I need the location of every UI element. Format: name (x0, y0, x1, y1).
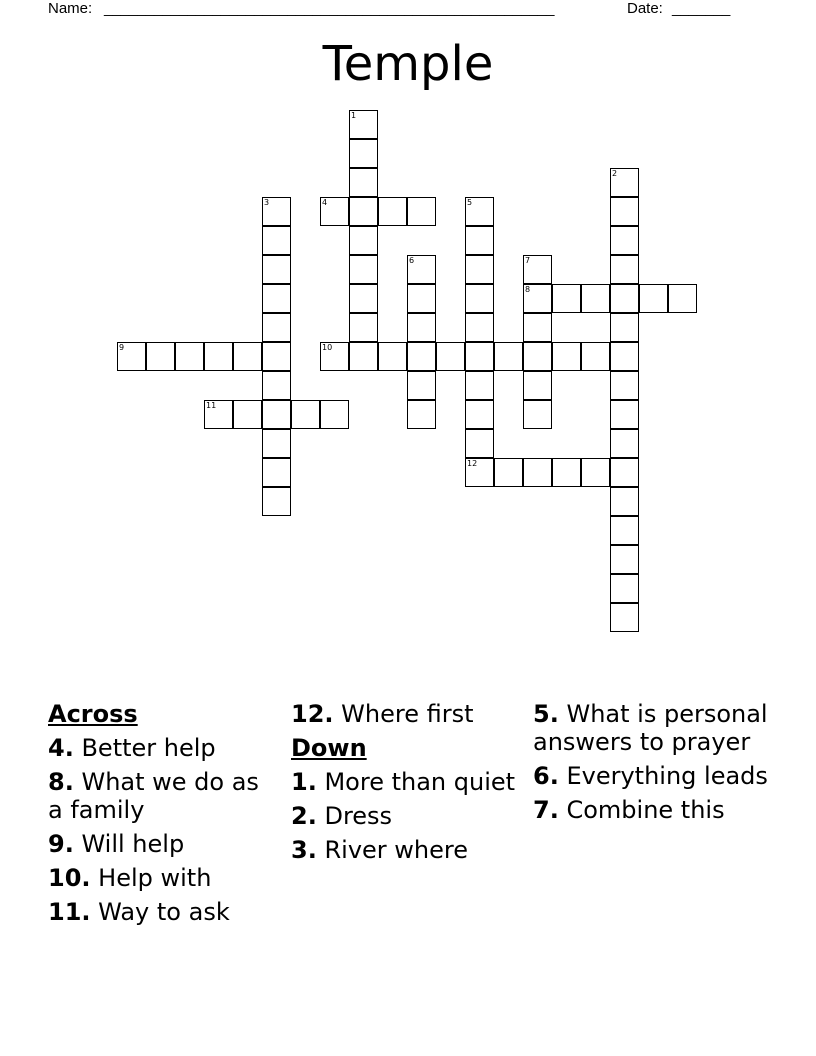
clue-number: 4. (48, 734, 74, 762)
clue-number-label: 4 (322, 198, 328, 207)
clue-number: 2. (291, 802, 317, 830)
grid-cell[interactable] (349, 342, 378, 371)
grid-cell[interactable] (378, 342, 407, 371)
clue-across-9 (48, 830, 278, 858)
puzzle-title: Temple (322, 36, 494, 92)
clue-across-12 (291, 700, 521, 728)
clue-number: 11. (48, 898, 91, 926)
grid-cell[interactable] (494, 342, 523, 371)
grid-cell[interactable] (610, 429, 639, 458)
date-label: Date: (627, 0, 663, 17)
grid-cell[interactable] (407, 197, 436, 226)
grid-cell[interactable] (523, 400, 552, 429)
clue-text: What is personal answers to prayer (533, 700, 768, 756)
grid-cell[interactable] (407, 400, 436, 429)
grid-cell[interactable] (465, 342, 494, 371)
clue-number-label: 11 (206, 401, 217, 410)
clue-text: More than quiet (324, 768, 516, 796)
grid-cell[interactable] (146, 342, 175, 371)
clue-number-label: 7 (525, 256, 531, 265)
grid-cell[interactable] (436, 342, 465, 371)
grid-cell[interactable] (581, 458, 610, 487)
clue-text: Where first (341, 700, 474, 728)
clue-text: Way to ask (98, 898, 230, 926)
clue-down-3 (291, 836, 521, 864)
clue-down-5 (533, 700, 773, 756)
grid-cell[interactable] (610, 487, 639, 516)
grid-cell[interactable] (349, 313, 378, 342)
grid-cell[interactable] (465, 313, 494, 342)
clue-number: 7. (533, 796, 559, 824)
grid-cell[interactable] (610, 342, 639, 371)
clue-down-7 (533, 796, 773, 824)
grid-cell[interactable] (552, 342, 581, 371)
clue-column-2 (291, 700, 521, 870)
grid-cell[interactable] (233, 400, 262, 429)
clue-text: Dress (324, 802, 393, 830)
clue-down-2 (291, 802, 521, 830)
grid-cell[interactable] (262, 458, 291, 487)
grid-cell[interactable] (552, 284, 581, 313)
grid-cell[interactable] (349, 197, 378, 226)
clue-number-label: 2 (612, 169, 618, 178)
grid-cell[interactable] (523, 342, 552, 371)
grid-cell[interactable] (233, 342, 262, 371)
grid-cell[interactable] (610, 545, 639, 574)
grid-cell[interactable] (349, 284, 378, 313)
clue-number-label: 1 (351, 111, 357, 120)
grid-cell[interactable] (262, 255, 291, 284)
clue-number-label: 9 (119, 343, 125, 352)
clue-text: River where (324, 836, 468, 864)
grid-cell[interactable] (291, 400, 320, 429)
grid-cell[interactable] (465, 429, 494, 458)
name-label: Name: (48, 0, 93, 17)
grid-cell[interactable] (465, 284, 494, 313)
grid-cell[interactable] (610, 313, 639, 342)
clue-number: 5. (533, 700, 559, 728)
grid-cell[interactable] (465, 371, 494, 400)
grid-cell[interactable] (262, 226, 291, 255)
grid-cell[interactable] (610, 226, 639, 255)
grid-cell[interactable] (523, 458, 552, 487)
grid-cell[interactable] (320, 400, 349, 429)
grid-cell[interactable] (610, 574, 639, 603)
across-heading: Across (48, 700, 138, 728)
clue-across-10 (48, 864, 278, 892)
grid-cell[interactable] (610, 458, 639, 487)
clue-number: 3. (291, 836, 317, 864)
grid-cell[interactable] (465, 226, 494, 255)
grid-cell[interactable] (349, 226, 378, 255)
grid-cell[interactable] (262, 487, 291, 516)
clue-text: Better help (81, 734, 216, 762)
clue-number: 9. (48, 830, 74, 858)
grid-cell[interactable] (523, 371, 552, 400)
clue-text: Help with (98, 864, 212, 892)
grid-cell[interactable] (610, 197, 639, 226)
clue-across-11 (48, 898, 278, 926)
clue-number: 8. (48, 768, 74, 796)
grid-cell[interactable] (552, 458, 581, 487)
grid-cell[interactable] (262, 371, 291, 400)
grid-cell[interactable] (204, 342, 233, 371)
clue-number-label: 10 (322, 343, 333, 352)
grid-cell[interactable] (465, 400, 494, 429)
grid-cell[interactable] (378, 197, 407, 226)
clue-column-1 (48, 700, 278, 932)
grid-cell[interactable] (407, 371, 436, 400)
grid-cell[interactable] (407, 284, 436, 313)
grid-cell[interactable] (610, 603, 639, 632)
name-field[interactable]: ______________________________________________________ (104, 0, 555, 17)
clue-column-3 (533, 700, 773, 830)
clue-text: Will help (81, 830, 185, 858)
grid-cell[interactable] (465, 255, 494, 284)
clue-number: 10. (48, 864, 91, 892)
grid-cell[interactable] (610, 516, 639, 545)
grid-cell[interactable] (262, 400, 291, 429)
grid-cell[interactable] (262, 429, 291, 458)
grid-cell[interactable] (610, 371, 639, 400)
clue-number-label: 6 (409, 256, 415, 265)
grid-cell[interactable] (349, 255, 378, 284)
clue-number: 1. (291, 768, 317, 796)
grid-cell[interactable] (175, 342, 204, 371)
clue-across-8 (48, 768, 278, 824)
clue-number: 12. (291, 700, 334, 728)
down-heading: Down (291, 734, 367, 762)
clue-number-label: 3 (264, 198, 270, 207)
grid-cell[interactable] (581, 342, 610, 371)
grid-cell[interactable] (610, 400, 639, 429)
grid-cell[interactable] (407, 313, 436, 342)
clue-text: What we do as a family (48, 768, 259, 824)
grid-cell[interactable] (494, 458, 523, 487)
grid-cell[interactable] (349, 139, 378, 168)
clue-number-label: 12 (467, 459, 478, 468)
clue-text: Combine this (566, 796, 725, 824)
clue-number-label: 5 (467, 198, 473, 207)
clue-across-4 (48, 734, 278, 762)
grid-cell[interactable] (668, 284, 697, 313)
clue-number-label: 8 (525, 285, 531, 294)
clue-down-6 (533, 762, 773, 790)
grid-cell[interactable] (349, 168, 378, 197)
grid-cell[interactable] (262, 342, 291, 371)
grid-cell[interactable] (610, 284, 639, 313)
grid-cell[interactable] (610, 255, 639, 284)
grid-cell[interactable] (262, 313, 291, 342)
date-field[interactable]: _______ (672, 0, 731, 17)
grid-cell[interactable] (581, 284, 610, 313)
grid-cell[interactable] (523, 313, 552, 342)
grid-cell[interactable] (639, 284, 668, 313)
clue-text: Everything leads (566, 762, 768, 790)
grid-cell[interactable] (407, 342, 436, 371)
grid-cell[interactable] (262, 284, 291, 313)
clue-number: 6. (533, 762, 559, 790)
clue-down-1 (291, 768, 521, 796)
